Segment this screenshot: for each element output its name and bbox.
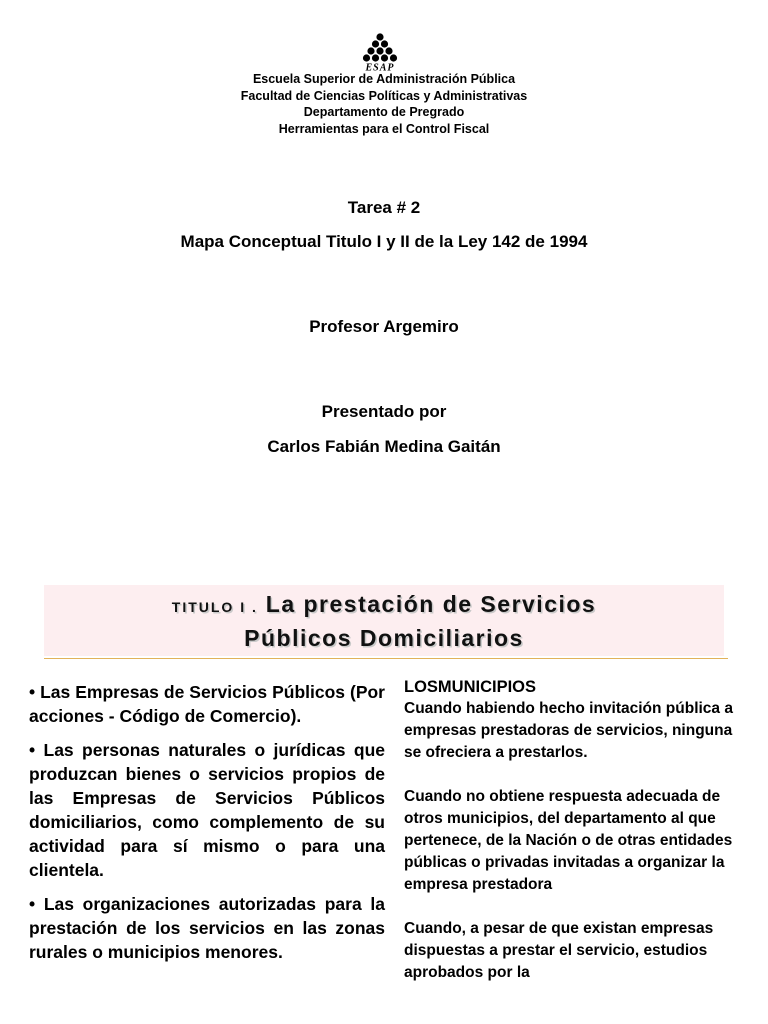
institution-header	[0, 71, 768, 137]
section-title-line1: La prestación de Servicios	[265, 591, 597, 617]
municipalities-section	[404, 676, 734, 1006]
section-title-prefix: TITULO I .	[171, 599, 258, 615]
professor-name: Profesor Argemiro	[309, 317, 459, 336]
logo-text: ESAP	[365, 62, 395, 72]
title-divider	[44, 658, 728, 659]
list-item: • Las Empresas de Servicios Públicos (Por acciones - Código de Comercio).	[29, 682, 385, 726]
header-line-department: Departamento de Pregrado	[303, 105, 465, 119]
header-line-faculty: Facultad de Ciencias Políticas y Administrativas	[240, 88, 528, 103]
list-item: • Las personas naturales o jurídicas que produzcan bienes o servicios propios de las Empresas de Servicios Públicos domiciliarios, como complemento de su actividad para sí mismo o para una clientela.	[29, 740, 385, 880]
header-line-course: Herramientas para el Control Fiscal	[278, 121, 490, 136]
task-number: Tarea # 2	[347, 198, 421, 217]
presented-by-label: Presentado por	[321, 402, 447, 421]
list-item: • Las organizaciones autorizadas para la prestación de los servicios en las zonas rurales o municipios menores.	[29, 894, 385, 962]
esap-logo	[358, 32, 402, 72]
providers-list	[29, 680, 385, 974]
municipalities-paragraph: Cuando, a pesar de que existan empresas dispuestas a prestar el servicio, estudios aprobados por la	[404, 920, 714, 981]
section-title-line2: Públicos Domiciliarios	[244, 625, 524, 651]
municipalities-paragraph: Cuando habiendo hecho invitación pública a empresas prestadoras de servicios, ninguna se ofreciera a prestarlos.	[404, 700, 733, 761]
assignment-subject: Mapa Conceptual Titulo I y II de la Ley 142 de 1994	[180, 232, 588, 251]
header-line-school: Escuela Superior de Administración Pública	[252, 72, 516, 86]
municipalities-heading: LOSMUNICIPIOS	[404, 678, 537, 696]
author-name: Carlos Fabián Medina Gaitán	[267, 437, 501, 456]
section-title	[44, 589, 724, 654]
municipalities-paragraph: Cuando no obtiene respuesta adecuada de otros municipios, del departamento al que pertenece, de la Nación o de otras entidades públicas o privadas invitadas a organizar la empresa prestadora	[404, 788, 733, 893]
